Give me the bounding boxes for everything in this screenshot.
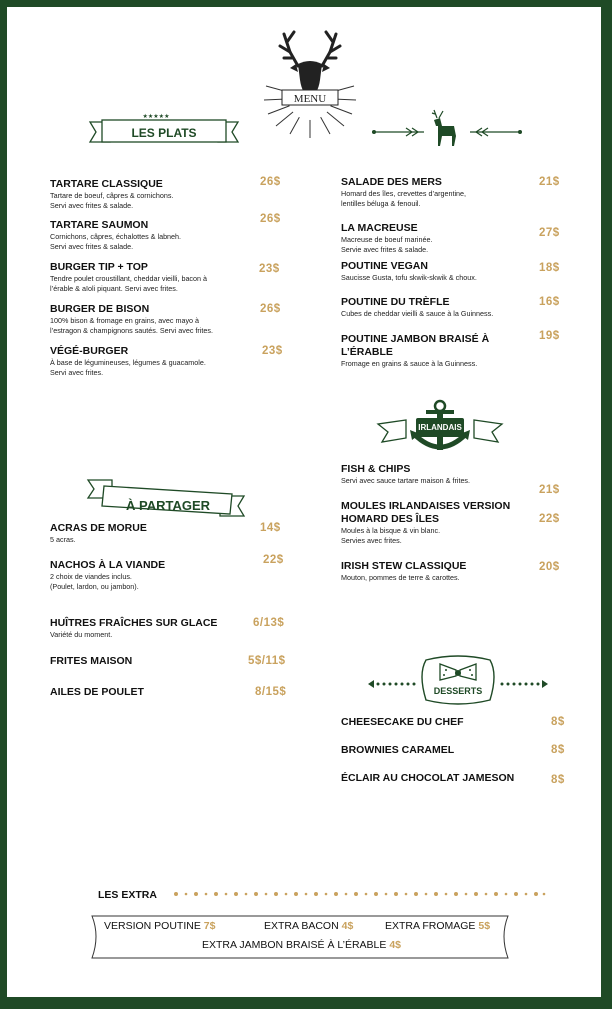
- item-price: 14$: [260, 522, 281, 534]
- item-desc: Mouton, pommes de terre & carottes.: [341, 573, 460, 582]
- extra-item: [202, 939, 401, 951]
- menu-item: [341, 296, 566, 319]
- item-price: 8$: [551, 716, 565, 728]
- extra-name: EXTRA BACON: [264, 920, 339, 932]
- item-desc: Saucisse Gusta, tofu skwik-skwik & choux.: [341, 273, 477, 282]
- item-desc: Servi avec frites.: [50, 367, 104, 377]
- menu-item: [341, 560, 566, 583]
- item-name: BURGER DE BISON: [50, 303, 150, 315]
- menu-item: [50, 345, 290, 377]
- section-title-irlandais: IRLANDAIS: [418, 423, 462, 432]
- item-desc: Moules à la bisque & vin blanc.: [341, 526, 441, 535]
- item-price: 8$: [551, 774, 565, 786]
- extras-title: LES EXTRA: [98, 889, 157, 901]
- item-price: 23$: [259, 263, 280, 275]
- item-name: TARTARE CLASSIQUE: [50, 178, 163, 190]
- extra-price: 4$: [389, 939, 402, 951]
- bowtie-icon: [368, 654, 548, 706]
- item-desc: À base de légumineuses, légumes & guacamole.: [50, 358, 206, 367]
- dotted-divider: [172, 890, 548, 898]
- item-name: IRISH STEW CLASSIQUE: [341, 560, 467, 572]
- item-name: ACRAS DE MORUE: [50, 522, 147, 534]
- extra-item: [385, 920, 490, 932]
- item-desc: Servie avec frites & salade.: [341, 244, 429, 254]
- item-desc: Cubes de cheddar vieilli & sauce à la Guinness.: [341, 309, 494, 318]
- item-name: SALADE DES MERS: [341, 176, 442, 188]
- item-price: 26$: [260, 303, 281, 315]
- extra-price: 7$: [203, 920, 216, 932]
- item-name: HUÎTRES FRAÎCHES SUR GLACE: [50, 617, 218, 629]
- extra-item: [104, 920, 215, 932]
- menu-item: [50, 303, 290, 335]
- item-name: VÉGÉ-BURGER: [50, 345, 129, 357]
- item-name: TARTARE SAUMON: [50, 219, 149, 231]
- item-name: POUTINE DU TRÈFLE: [341, 296, 450, 308]
- item-desc: lentilles béluga & fenouil.: [341, 198, 421, 208]
- menu-item: [50, 686, 300, 699]
- menu-item: [50, 178, 290, 210]
- menu-item: [341, 330, 566, 369]
- menu-item: [50, 261, 290, 293]
- item-desc: Tendre poulet croustillant, cheddar vieilli, bacon à: [50, 274, 208, 283]
- extra-price: 4$: [341, 920, 354, 932]
- section-title-partager: À PARTAGER: [125, 498, 211, 513]
- item-price: 6/13$: [253, 617, 285, 629]
- item-desc: 5 acras.: [50, 535, 76, 544]
- section-title-plats: LES PLATS: [131, 126, 197, 140]
- item-price: 19$: [539, 330, 560, 342]
- extra-name: EXTRA JAMBON BRAISÉ À L’ÉRABLE: [202, 939, 387, 951]
- menu-item: [341, 260, 566, 283]
- item-price: 16$: [539, 296, 560, 308]
- item-price: 21$: [539, 176, 560, 188]
- extra-price: 5$: [478, 920, 491, 932]
- item-price: 22$: [263, 554, 284, 566]
- item-name: LA MACREUSE: [341, 222, 418, 234]
- deer-arrow-ornament: [372, 110, 522, 150]
- item-name-line2: L’ÉRABLE: [341, 346, 393, 358]
- item-price: 8/15$: [255, 686, 287, 698]
- item-name: FISH & CHIPS: [341, 463, 411, 475]
- svg-text:★★★★★: ★★★★★: [142, 114, 170, 120]
- item-price: 5$/11$: [248, 655, 286, 667]
- menu-item: [50, 655, 300, 668]
- item-name: AILES DE POULET: [50, 686, 144, 698]
- item-desc: Servi avec frites & salade.: [50, 241, 134, 251]
- menu-item: [50, 554, 300, 591]
- item-desc: 2 choix de viandes inclus.: [50, 572, 132, 581]
- item-name: FRITES MAISON: [50, 655, 133, 667]
- item-price: 8$: [551, 744, 565, 756]
- item-name: MOULES IRLANDAISES VERSION: [341, 500, 511, 512]
- item-price: 21$: [539, 484, 560, 496]
- item-name: NACHOS À LA VIANDE: [50, 559, 166, 571]
- extra-name: EXTRA FROMAGE: [385, 920, 476, 932]
- item-price: 18$: [539, 262, 560, 274]
- item-desc: Fromage en grains & sauce à la Guinness.: [341, 359, 478, 368]
- menu-word: MENU: [293, 93, 327, 105]
- menu-item: [341, 772, 571, 785]
- item-desc: Cornichons, câpres, échalottes & labneh.: [50, 232, 182, 241]
- item-name: POUTINE VEGAN: [341, 260, 428, 272]
- item-price: 27$: [539, 227, 560, 239]
- item-desc: 100% bison & fromage en grains, avec mayo à: [50, 316, 200, 325]
- menu-item: [341, 222, 566, 254]
- item-desc: Homard des îles, crevettes d’argentine,: [341, 189, 467, 198]
- menu-item: [50, 522, 300, 545]
- item-name: BURGER TIP + TOP: [50, 261, 148, 273]
- item-price: 20$: [539, 561, 560, 573]
- section-title-desserts: DESSERTS: [433, 686, 483, 696]
- item-desc: Tartare de boeuf, câpres & cornichons.: [50, 191, 174, 200]
- menu-item: [50, 617, 300, 640]
- item-desc: l’estragon & champignons sautés. Servi avec frites.: [50, 325, 213, 335]
- stag-head-icon: [262, 28, 358, 140]
- menu-item: [50, 213, 290, 251]
- item-price: 23$: [262, 345, 283, 357]
- item-desc: Servi avec sauce tartare maison & frites.: [341, 476, 471, 485]
- item-name: BROWNIES CARAMEL: [341, 744, 455, 756]
- item-price: 26$: [260, 176, 281, 188]
- extra-name: VERSION POUTINE: [104, 920, 201, 932]
- menu-item: [341, 463, 566, 496]
- menu-item: [341, 500, 566, 545]
- item-desc: Macreuse de boeuf marinée.: [341, 235, 433, 244]
- item-desc: Servies avec frites.: [341, 535, 402, 545]
- menu-item: [341, 176, 566, 208]
- item-desc: (Poulet, lardon, ou jambon).: [50, 581, 139, 591]
- item-name: POUTINE JAMBON BRAISÉ À: [341, 333, 490, 345]
- item-price: 26$: [260, 213, 281, 225]
- item-desc: Servi avec frites & salade.: [50, 200, 134, 210]
- item-desc: Variété du moment.: [50, 630, 113, 639]
- item-name: CHEESECAKE DU CHEF: [341, 716, 464, 728]
- item-desc: l’érable & aïoli piquant. Servi avec frites.: [50, 283, 178, 293]
- menu-item: [341, 716, 571, 729]
- item-name: ÉCLAIR AU CHOCOLAT JAMESON: [341, 772, 515, 784]
- extra-item: [264, 920, 353, 932]
- item-price: 22$: [539, 513, 560, 525]
- menu-item: [341, 744, 571, 757]
- item-name-line2: HOMARD DES ÎLES: [341, 513, 440, 525]
